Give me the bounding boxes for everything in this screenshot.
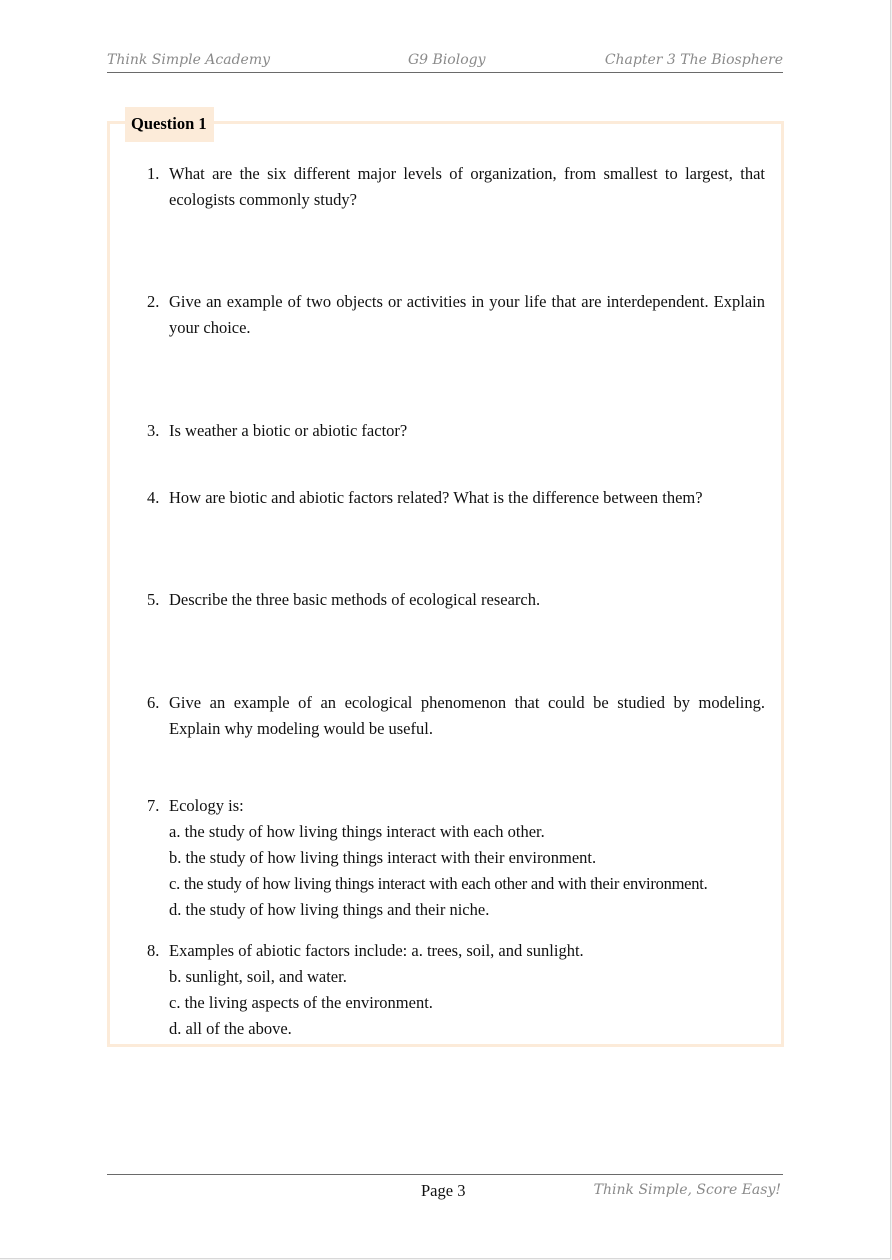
- answer-option-c: c. the study of how living things interact with each other and with their environment.: [169, 874, 708, 893]
- header-chapter: Chapter 3 The Biosphere: [604, 52, 783, 68]
- question-text: Give an example of an ecological phenomenon that could be studied by modeling. Explain why modeling would be useful.: [169, 693, 765, 738]
- question-number: 8.: [147, 941, 160, 960]
- page-header: [107, 50, 783, 73]
- answer-option-b: b. the study of how living things interact with their environment.: [169, 848, 597, 867]
- question-number: 6.: [147, 693, 160, 712]
- question-5: [147, 587, 765, 613]
- question-2: [147, 289, 765, 341]
- header-academy-name: Think Simple Academy: [107, 52, 271, 68]
- question-4: [147, 485, 765, 511]
- question-1: [147, 161, 765, 213]
- footer-slogan: Think Simple, Score Easy!: [593, 1182, 781, 1198]
- question-6: [147, 690, 765, 742]
- question-8: [147, 938, 765, 1042]
- answer-option-b: b. sunlight, soil, and water.: [169, 967, 347, 986]
- question-text: Ecology is:: [169, 796, 244, 815]
- question-7: [147, 793, 765, 923]
- answer-option-a: a. the study of how living things interact with each other.: [169, 822, 545, 841]
- question-number: 3.: [147, 421, 160, 440]
- question-number: 2.: [147, 292, 160, 311]
- question-number: 1.: [147, 164, 160, 183]
- question-text: How are biotic and abiotic factors related? What is the difference between them?: [169, 488, 703, 507]
- question-number: 7.: [147, 796, 160, 815]
- question-number: 5.: [147, 590, 160, 609]
- question-number: 4.: [147, 488, 160, 507]
- question-text: Give an example of two objects or activities in your life that are interdependent. Explain your choice.: [169, 292, 765, 337]
- question-text: Examples of abiotic factors include: a. trees, soil, and sunlight.: [169, 941, 584, 960]
- question-text: Is weather a biotic or abiotic factor?: [169, 421, 408, 440]
- page-number: Page 3: [421, 1181, 466, 1200]
- footer-divider: [107, 1174, 783, 1175]
- question-text: Describe the three basic methods of ecological research.: [169, 590, 541, 609]
- question-3: [147, 418, 765, 444]
- answer-option-d: d. the study of how living things and their niche.: [169, 900, 490, 919]
- question-text: What are the six different major levels of organization, from smallest to largest, that ecologists commonly study?: [169, 164, 765, 209]
- section-title: Question 1: [125, 107, 214, 142]
- header-course: G9 Biology: [408, 52, 486, 68]
- answer-option-c: c. the living aspects of the environment.: [169, 993, 433, 1012]
- answer-option-d: d. all of the above.: [169, 1019, 292, 1038]
